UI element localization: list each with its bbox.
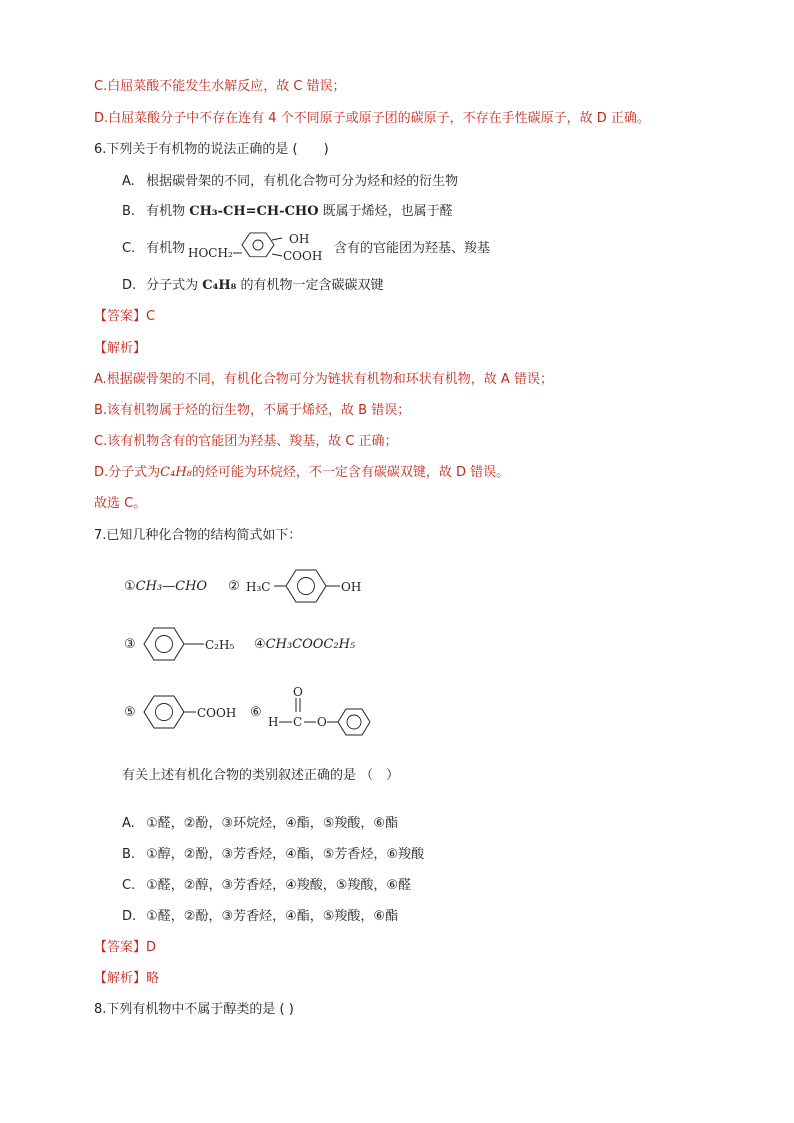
q7-answer: [94, 939, 156, 957]
q7-option-d: [122, 908, 398, 926]
q6-option-d-post: 的有机物一定含碳碳双键: [240, 278, 384, 293]
q6-analysis-d-pre: D.分子式为: [94, 465, 161, 480]
q6-stem: 6.下列关于有机物的说法正确的是 ( ): [94, 142, 329, 157]
q7-compound-2-left: H₃C: [246, 580, 271, 594]
q7-option-a-text: ①醛，②酚，③环烷烃，④酯，⑤羧酸，⑥酯: [146, 816, 399, 831]
q7-compound-5-right: COOH: [197, 706, 237, 720]
q7-compound-6-c: C: [293, 715, 303, 729]
q6-option-c-structure: [186, 232, 336, 264]
q6-answer-value: C: [146, 309, 156, 324]
q7-answer-value: D: [146, 940, 157, 955]
q6-answer-tag: 【答案】: [94, 309, 147, 324]
q6-option-d-label: D.: [122, 278, 137, 293]
q6-option-b-formula: CH₃-CH=CH-CHO: [189, 204, 319, 219]
q6-option-c-label: C.: [122, 241, 136, 256]
q6-option-b-post: 既属于烯烃，也属于醛: [322, 204, 453, 219]
q7-compound-6-o: O: [317, 715, 327, 729]
q6-analysis-d-post: 的烃可能为环烷烃，不一定含有碳碳双键，故 D 错误。: [191, 465, 510, 480]
q6-option-c: [122, 240, 185, 258]
q6-option-a-text: 根据碳骨架的不同，有机化合物可分为烃和烃的衍生物: [146, 174, 459, 189]
q7-compound-2-right: OH: [341, 580, 362, 594]
q7-option-a: [122, 815, 398, 833]
q7-option-d-text: ①醛，②酚，③芳香烃，④酯，⑤羧酸，⑥酯: [146, 909, 399, 924]
q6-option-d: [122, 277, 383, 295]
q5-option-c-analysis: C.白屈菜酸不能发生水解反应，故 C 错误；: [94, 79, 346, 94]
q8-stem: 8.下列有机物中不属于醇类的是 ( ): [94, 1002, 294, 1017]
q6-option-d-formula: C₄H₈: [202, 278, 237, 293]
q7-stem: 7.已知几种化合物的结构简式如下：: [94, 528, 302, 543]
q5-option-d-analysis: D.白屈菜酸分子中不存在连有 4 个不同原子或原子团的碳原子，不存在手性碳原子，故 D 正确。: [94, 111, 650, 126]
q7-option-a-label: A.: [122, 816, 135, 831]
q7-compound-5-num: ⑤: [124, 705, 136, 720]
q7-analysis: [94, 970, 159, 988]
q7-option-c-label: C.: [122, 878, 136, 893]
q6-struct-cooh: COOH: [283, 249, 323, 263]
q7-compound-4-num: ④: [254, 637, 266, 652]
q7-option-b: [122, 846, 424, 864]
q7-compound-1-formula: CH₃—CHO: [135, 579, 208, 594]
q6-option-b: [122, 203, 453, 221]
q7-compound-2-structure: [246, 566, 371, 606]
q7-answer-tag: 【答案】: [94, 940, 147, 955]
q7-compound-1: [124, 578, 207, 596]
q6-option-a: [122, 173, 458, 191]
q7-compound-6-h: H: [268, 715, 279, 729]
q7-compound-6-o-top: O: [293, 685, 303, 699]
q7-option-d-label: D.: [122, 909, 137, 924]
q6-analysis-tag: 【解析】: [94, 341, 147, 356]
q7-compound-4-formula: CH₃COOC₂H₅: [265, 637, 356, 652]
q7-option-c-text: ①醛，②醇，③芳香烃，④羧酸，⑤羧酸，⑥醛: [146, 878, 412, 893]
q7-option-b-label: B.: [122, 847, 136, 862]
q6-option-c-pre: 有机物: [146, 241, 186, 256]
q6-option-a-label: A.: [122, 174, 135, 189]
q7-compound-5-structure: [142, 692, 252, 732]
q7-compound-1-num: ①: [124, 579, 136, 594]
q6-analysis-c: C.该有机物含有的官能团为羟基、羧基，故 C 正确；: [94, 434, 398, 449]
q6-conclusion: 故选 C。: [94, 496, 147, 511]
q7-compound-3-right: C₂H₅: [205, 638, 235, 652]
q6-option-d-pre: 分子式为: [146, 278, 199, 293]
q7-compound-6-num: ⑥: [250, 705, 262, 720]
q6-option-b-label: B.: [122, 204, 136, 219]
q7-analysis-text: 略: [146, 971, 160, 986]
q6-struct-hoch2: HOCH₂: [188, 246, 233, 260]
q6-answer: [94, 308, 155, 326]
q7-option-b-text: ①醇，②酚，③芳香烃，④酯，⑤芳香烃，⑥羧酸: [146, 847, 425, 862]
q6-analysis-d-formula: C₄H₈: [160, 465, 192, 480]
q7-compound-4: [254, 636, 355, 654]
q7-compound-3-structure: [142, 624, 252, 664]
q6-option-c-post: 含有的官能团为羟基、羧基: [334, 241, 491, 256]
q6-analysis-a: A.根据碳骨架的不同，有机化合物可分为链状有机物和环状有机物，故 A 错误；: [94, 372, 553, 387]
q7-question: 有关上述有机化合物的类别叙述正确的是 （ ）: [122, 768, 400, 783]
q6-option-b-pre: 有机物: [146, 204, 186, 219]
q7-compound-6-structure: [266, 682, 386, 736]
q7-compound-2-num: ②: [228, 579, 240, 594]
q7-option-c: [122, 877, 411, 895]
q7-analysis-tag: 【解析】: [94, 971, 147, 986]
q7-compound-3-num: ③: [124, 637, 136, 652]
q6-analysis-d: [94, 464, 509, 482]
q6-struct-oh: OH: [289, 232, 310, 246]
q6-analysis-b: B.该有机物属于烃的衍生物，不属于烯烃，故 B 错误；: [94, 403, 411, 418]
